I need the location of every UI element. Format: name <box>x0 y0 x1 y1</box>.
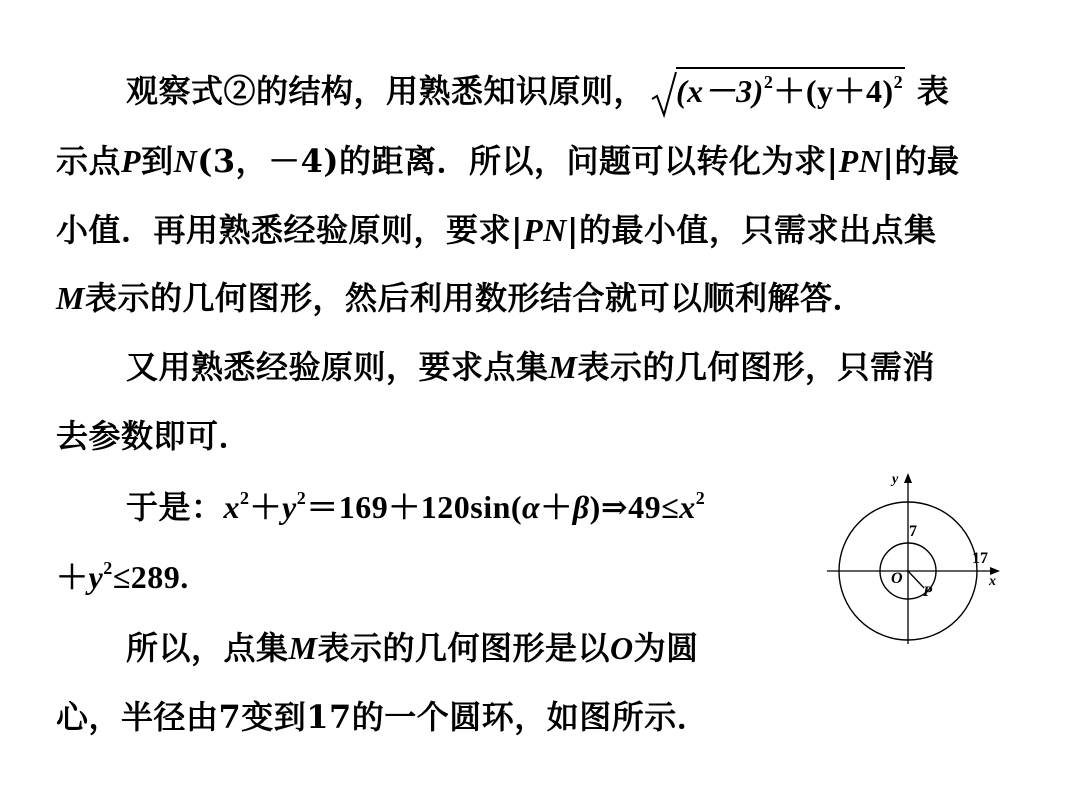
var-N: N <box>173 143 198 179</box>
paragraph-1-line-2 <box>56 131 959 191</box>
x-axis-label: x <box>989 574 996 589</box>
paragraph-3-line-1 <box>126 477 705 537</box>
sqrt-expression <box>650 61 905 121</box>
y-axis-label: y <box>892 472 899 487</box>
text-segment: 表示的几何图形，只需消 <box>577 348 935 386</box>
var-PN: PN <box>523 212 567 248</box>
var-y: y <box>88 559 104 595</box>
text-segment: ＝169＋120sin( <box>306 489 523 525</box>
text-segment: ≤289. <box>112 559 189 595</box>
text-segment: 示点 <box>56 142 122 180</box>
text-segment: 于是： <box>126 488 224 526</box>
text-segment: |的最 <box>882 142 960 180</box>
radicand <box>676 67 905 111</box>
text-segment: 又用熟悉经验原则，要求点集 <box>126 348 549 386</box>
text-segment: (3，－4)的距离．所以，问题可以转化为求| <box>197 142 839 180</box>
exponent: 2 <box>695 488 706 508</box>
exponent: 2 <box>893 72 904 92</box>
origin-label: O <box>891 570 903 587</box>
sqrt-term-1: (x－3) <box>676 73 764 109</box>
var-M: M <box>56 280 85 316</box>
var-alpha: α <box>522 489 541 525</box>
segment-OP <box>908 571 924 588</box>
var-beta: β <box>572 489 590 525</box>
text-segment: 去参数即可． <box>56 417 252 455</box>
var-M: M <box>548 349 578 385</box>
y-axis-arrow-icon <box>904 473 912 483</box>
outer-radius-label: 17 <box>972 550 988 567</box>
radical-sign-icon <box>650 61 678 121</box>
paragraph-4-line-2 <box>56 687 709 747</box>
var-P: P <box>121 143 142 179</box>
var-x: x <box>679 489 696 525</box>
var-x: x <box>223 489 241 525</box>
exponent: 2 <box>296 488 307 508</box>
var-y: y <box>282 489 297 525</box>
var-PN: PN <box>838 143 883 179</box>
paragraph-1-line-4 <box>56 268 865 328</box>
text-segment: 心，半径由7变到17的一个圆环，如图所示． <box>56 698 710 736</box>
text-segment: 为圆 <box>633 629 699 667</box>
annulus-figure <box>825 468 1015 648</box>
point-P-label: P <box>923 584 933 600</box>
plus-sign: ＋ <box>249 489 283 525</box>
paragraph-1-line-3 <box>56 200 936 260</box>
sqrt-term-2: ＋(y＋4) <box>773 73 894 109</box>
inner-radius-label: 7 <box>909 523 917 540</box>
paragraph-3-line-2 <box>56 547 189 607</box>
paragraph-2-line-1 <box>126 337 935 397</box>
text-segment: 所以，点集 <box>126 629 289 667</box>
paragraph-1-line-1 <box>126 61 949 121</box>
var-M: M <box>288 630 318 666</box>
text-segment: 表 <box>916 72 950 110</box>
exponent: 2 <box>763 72 774 92</box>
var-O: O <box>609 630 634 666</box>
paragraph-4-line-1 <box>126 618 699 678</box>
text-segment: 观察式②的结构，用熟悉知识原则， <box>126 72 647 110</box>
exponent: 2 <box>103 558 113 578</box>
exponent: 2 <box>240 488 250 508</box>
text-segment: 表示的几何图形是以 <box>317 629 610 667</box>
text-segment: 到 <box>141 142 174 180</box>
paragraph-2-line-2 <box>56 406 251 466</box>
plus-sign: ＋ <box>540 489 573 525</box>
text-segment: )⇒49≤ <box>589 489 680 525</box>
text-segment: 小值．再用熟悉经验原则，要求| <box>56 211 524 249</box>
plus-sign: ＋ <box>56 559 89 595</box>
text-segment: 表示的几何图形，然后利用数形结合就可以顺利解答． <box>84 279 865 317</box>
text-segment: |的最小值，只需求出点集 <box>566 211 937 249</box>
